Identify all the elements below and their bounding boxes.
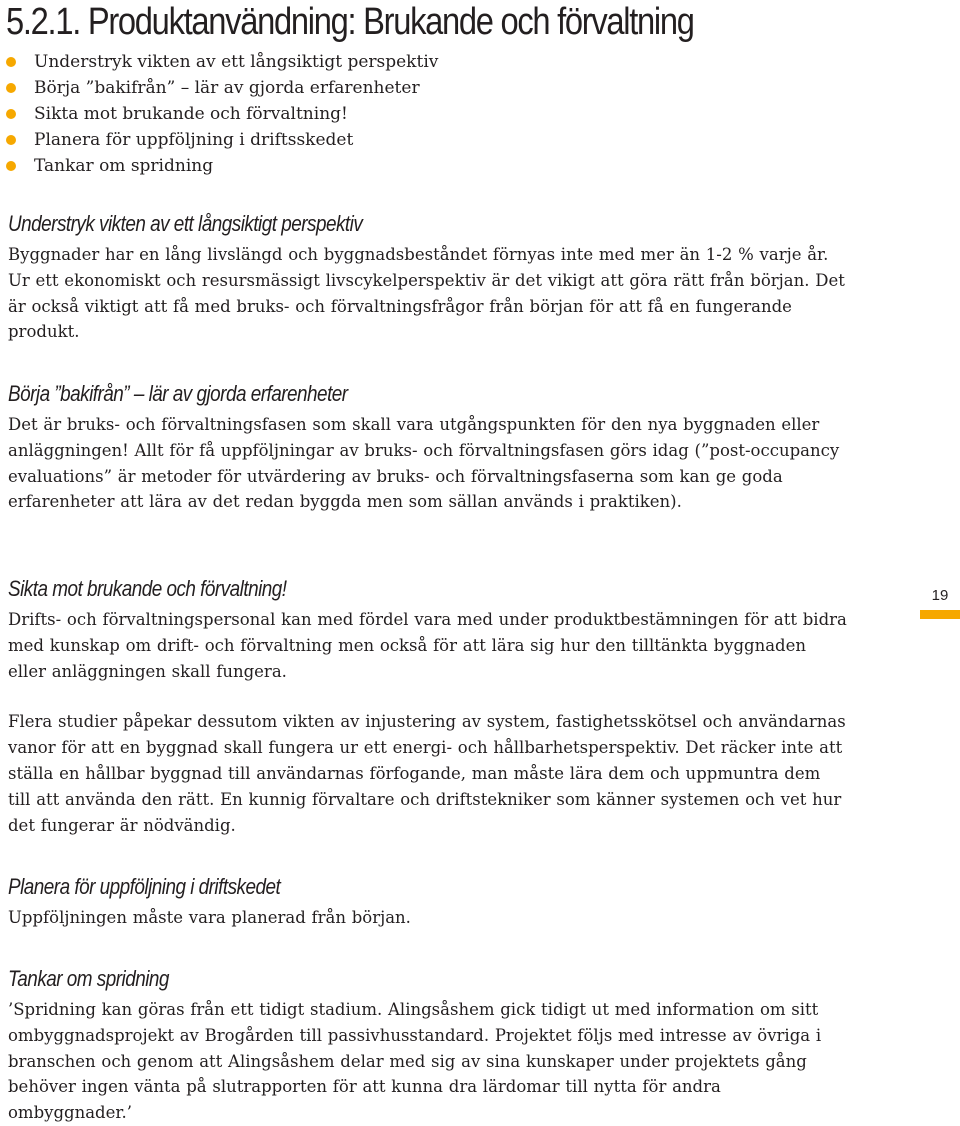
- section-heading: Tankar om spridning: [8, 966, 169, 991]
- summary-bullet-item: [6, 153, 438, 179]
- section-paragraph: Drifts- och förvaltningspersonal kan med fördel vara med under produktbestämningen för att bidra med kunskap om drift- och förvaltning men också för att lära sig hur den tilltänkta byggnaden eller anläggningen skall fungera.: [8, 610, 847, 681]
- summary-bullet-item: [6, 127, 438, 153]
- summary-bullet-item: [6, 75, 438, 101]
- section-heading: Planera för uppföljning i driftskedet: [8, 874, 281, 899]
- page-number: 19: [931, 587, 949, 604]
- page-title: 5.2.1. Produktanvändning: Brukande och förvaltning: [6, 1, 694, 43]
- summary-bullet-text: Understryk vikten av ett långsiktigt perspektiv: [34, 52, 439, 72]
- section-use-and-management: [8, 575, 848, 838]
- section-start-from-the-back: [8, 380, 848, 515]
- summary-bullet-item: [6, 101, 438, 127]
- section-heading: Understryk vikten av ett långsiktigt perspektiv: [8, 211, 363, 236]
- section-paragraph: Flera studier påpekar dessutom vikten av injustering av system, fastighetsskötsel och användarnas vanor för att en byggnad skall fungera ur ett energi- och hållbarhetsperspektiv. Det räcker inte att ställa en hållbar byggnad till användarnas förfogande, man måste lära dem och uppmuntra dem till att använda den rätt. En kunnig förvaltare och driftstekniker som känner systemen och vet hur det fungerar är nödvändig.: [8, 712, 846, 835]
- bullet-dot-icon: [6, 83, 16, 93]
- summary-bullet-text: Tankar om spridning: [34, 156, 214, 176]
- page-number-marker: [920, 586, 960, 619]
- bullet-dot-icon: [6, 109, 16, 119]
- section-heading: Börja ”bakifrån” – lär av gjorda erfarenheter: [8, 381, 348, 406]
- section-paragraph: ’Spridning kan göras från ett tidigt stadium. Alingsåshem gick tidigt ut med information om sitt ombyggnadsprojekt av Brogården till passivhusstandard. Projektet följs med intresse av övriga i branschen och genom att Alingsåshem delar med sig av sina kunskaper under projektets gång behöver ingen vänta på slutrapporten för att kunna dra lärdomar till nytta för andra ombyggnader.’: [8, 1000, 822, 1123]
- bullet-dot-icon: [6, 57, 16, 67]
- section-heading: Sikta mot brukande och förvaltning!: [8, 576, 287, 601]
- summary-bullet-text: Planera för uppföljning i driftsskedet: [34, 130, 354, 150]
- summary-bullet-list: [6, 49, 438, 179]
- section-paragraph: Uppföljningen måste vara planerad från början.: [8, 908, 411, 927]
- section-dissemination: [8, 965, 848, 1126]
- bullet-dot-icon: [6, 161, 16, 171]
- section-follow-up: [8, 873, 848, 931]
- bullet-dot-icon: [6, 135, 16, 145]
- summary-bullet-item: [6, 49, 438, 75]
- summary-bullet-text: Sikta mot brukande och förvaltning!: [34, 104, 348, 124]
- summary-bullet-text: Börja ”bakifrån” – lär av gjorda erfarenheter: [34, 78, 420, 98]
- section-paragraph: Det är bruks- och förvaltningsfasen som skall vara utgångspunkten för den nya byggnaden eller anläggningen! Allt för få uppföljningar av bruks- och förvaltningsfasen görs idag (”post-occupancy evaluations” är metoder för utvärdering av bruks- och förvaltningsfaserna som kan ge goda erfarenheter att lära av det redan byggda men som sällan används i praktiken).: [8, 415, 840, 512]
- page-number-bar: [920, 610, 960, 619]
- section-paragraph: Byggnader har en lång livslängd och byggnadsbeståndet förnyas inte med mer än 1-2 % varje år. Ur ett ekonomiskt och resursmässigt livscykelperspektiv är det vikigt att göra rätt från början. Det är också viktigt att få med bruks- och förvaltningsfrågor från början för att få en fungerande produkt.: [8, 245, 845, 342]
- section-long-term-perspective: [8, 210, 848, 345]
